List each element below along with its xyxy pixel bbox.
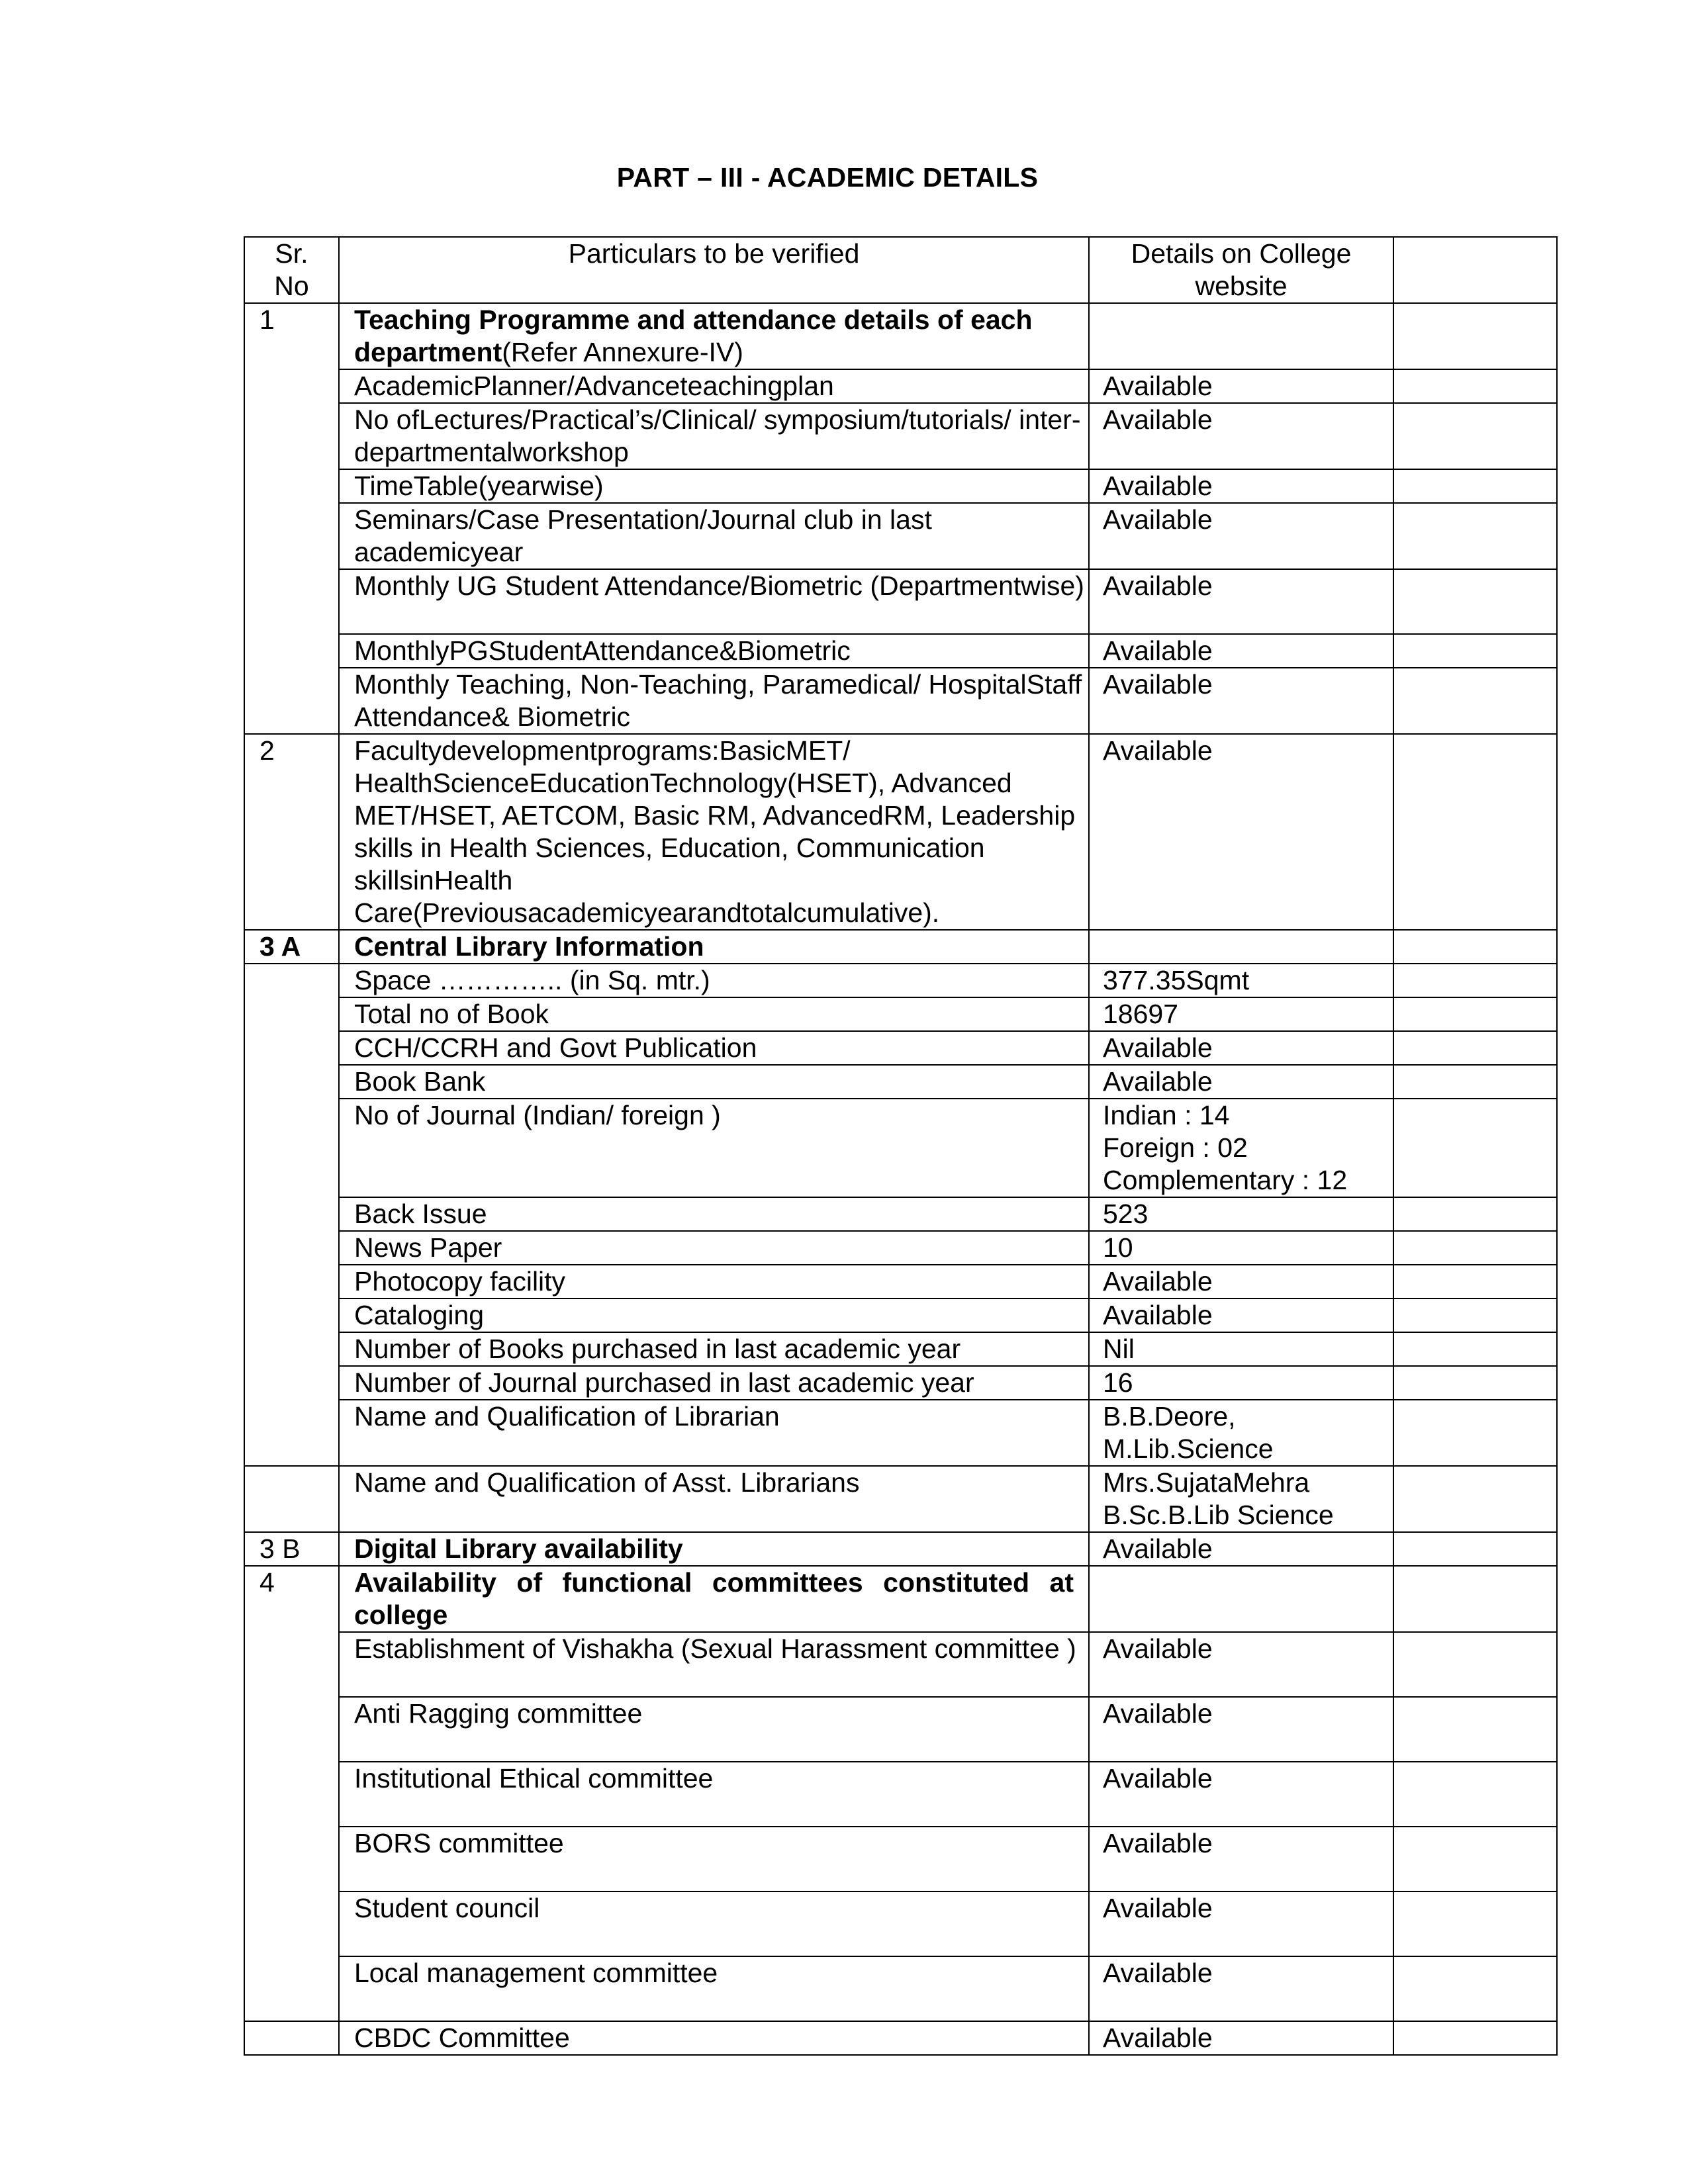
extra-cell: [1393, 1566, 1557, 1632]
particulars-cell: CCH/CCRH and Govt Publication: [339, 1031, 1089, 1065]
sr-cell: [244, 668, 339, 734]
sr-cell: [244, 1632, 339, 1697]
table-row: [244, 1366, 1557, 1400]
table-row: [244, 369, 1557, 403]
table-row: [244, 1265, 1557, 1298]
particulars-bold: Teaching Programme and attendance details of each department: [354, 304, 1033, 367]
particulars-cell: News Paper: [339, 1231, 1089, 1265]
sr-cell: [244, 1298, 339, 1332]
particulars-cell: Student council: [339, 1891, 1089, 1956]
sr-cell: [244, 1065, 339, 1099]
extra-cell: [1393, 734, 1557, 930]
particulars-cell: [339, 303, 1089, 369]
detail-cell: Available: [1089, 569, 1393, 634]
sr-cell: 3 B: [244, 1532, 339, 1566]
particulars-cell: BORS committee: [339, 1827, 1089, 1891]
extra-cell: [1393, 997, 1557, 1031]
detail-cell: 16: [1089, 1366, 1393, 1400]
table-row: [244, 1466, 1557, 1532]
sr-cell: [244, 1332, 339, 1366]
particulars-cell: Central Library Information: [339, 930, 1089, 964]
sr-cell: [244, 1265, 339, 1298]
detail-cell: Available: [1089, 1632, 1393, 1697]
extra-cell: [1393, 469, 1557, 503]
table-row: [244, 1400, 1557, 1466]
extra-cell: [1393, 1366, 1557, 1400]
particulars-cell: Total no of Book: [339, 997, 1089, 1031]
detail-cell: Mrs.SujataMehra B.Sc.B.Lib Science: [1089, 1466, 1393, 1532]
detail-cell: Available: [1089, 369, 1393, 403]
particulars-cell: Monthly UG Student Attendance/Biometric (Departmentwise): [339, 569, 1089, 634]
sr-cell: [244, 1956, 339, 2021]
committees-heading-line: [354, 1567, 1074, 1631]
sr-cell: [244, 997, 339, 1031]
particulars-cell: Seminars/Case Presentation/Journal club in last academicyear: [339, 503, 1089, 569]
sr-cell: [244, 1697, 339, 1762]
sr-cell: 2: [244, 734, 339, 930]
sr-cell: [244, 964, 339, 997]
extra-cell: [1393, 1099, 1557, 1197]
table-row: [244, 1332, 1557, 1366]
extra-cell: [1393, 634, 1557, 668]
extra-cell: [1393, 503, 1557, 569]
particulars-cell: AcademicPlanner/Advanceteachingplan: [339, 369, 1089, 403]
detail-cell: [1089, 930, 1393, 964]
extra-cell: [1393, 1762, 1557, 1827]
detail-cell: Available: [1089, 503, 1393, 569]
particulars-cell: [339, 1566, 1089, 1632]
particulars-cell: Back Issue: [339, 1197, 1089, 1231]
detail-cell: Available: [1089, 1265, 1393, 1298]
detail-cell: Available: [1089, 1532, 1393, 1566]
extra-cell: [1393, 2021, 1557, 2055]
detail-cell: Available: [1089, 1031, 1393, 1065]
detail-cell: Available: [1089, 1827, 1393, 1891]
table-row: [244, 668, 1557, 734]
extra-cell: [1393, 1332, 1557, 1366]
detail-cell: Nil: [1089, 1332, 1393, 1366]
table-row: [244, 1956, 1557, 2021]
table-row: [244, 634, 1557, 668]
particulars-cell: Facultydevelopmentprograms:BasicMET/ HealthScienceEducationTechnology(HSET), Advanced MET/HSET, AETCOM, Basic RM, AdvancedRM, Leadership skills in Health Sciences, Education, Communication skillsinHealth Care(Previousacademicyearandtotalcumulative).: [339, 734, 1089, 930]
detail-cell: Available: [1089, 734, 1393, 930]
particulars-cell: Number of Books purchased in last academic year: [339, 1332, 1089, 1366]
table-row: [244, 1697, 1557, 1762]
sr-cell: [244, 1466, 339, 1532]
table-row: [244, 1197, 1557, 1231]
table-row: [244, 569, 1557, 634]
header-sr-no: Sr. No: [244, 237, 339, 303]
detail-cell: Available: [1089, 1298, 1393, 1332]
table-row: [244, 1827, 1557, 1891]
particulars-cell: Photocopy facility: [339, 1265, 1089, 1298]
table-row: [244, 303, 1557, 369]
sr-cell: [244, 503, 339, 569]
detail-cell: Indian : 14 Foreign : 02 Complementary : 12: [1089, 1099, 1393, 1197]
detail-cell: 18697: [1089, 997, 1393, 1031]
extra-cell: [1393, 303, 1557, 369]
sr-cell: 3 A: [244, 930, 339, 964]
extra-cell: [1393, 1956, 1557, 2021]
detail-cell: [1089, 303, 1393, 369]
sr-cell: [244, 1197, 339, 1231]
table-row: [244, 734, 1557, 930]
extra-cell: [1393, 1197, 1557, 1231]
table-header-row: [244, 237, 1557, 303]
detail-cell: Available: [1089, 668, 1393, 734]
table-row: [244, 997, 1557, 1031]
header-extra: [1393, 237, 1557, 303]
extra-cell: [1393, 1298, 1557, 1332]
detail-cell: Available: [1089, 1697, 1393, 1762]
extra-cell: [1393, 1065, 1557, 1099]
extra-cell: [1393, 1466, 1557, 1532]
extra-cell: [1393, 1632, 1557, 1697]
particulars-text: (Refer Annexure-IV): [502, 337, 743, 367]
particulars-cell: TimeTable(yearwise): [339, 469, 1089, 503]
extra-cell: [1393, 964, 1557, 997]
detail-cell: Available: [1089, 634, 1393, 668]
particulars-cell: Name and Qualification of Librarian: [339, 1400, 1089, 1466]
sr-cell: [244, 569, 339, 634]
detail-cell: Available: [1089, 1891, 1393, 1956]
particulars-cell: Book Bank: [339, 1065, 1089, 1099]
detail-cell: Available: [1089, 1956, 1393, 2021]
detail-cell: 377.35Sqmt: [1089, 964, 1393, 997]
detail-cell: 10: [1089, 1231, 1393, 1265]
particulars-cell: Anti Ragging committee: [339, 1697, 1089, 1762]
sr-cell: [244, 1099, 339, 1197]
table-row: [244, 930, 1557, 964]
extra-cell: [1393, 1400, 1557, 1466]
table-row: [244, 1891, 1557, 1956]
table-row: [244, 469, 1557, 503]
header-particulars: Particulars to be verified: [339, 237, 1089, 303]
sr-cell: [244, 1400, 339, 1466]
page-title: PART – III - ACADEMIC DETAILS: [616, 162, 1039, 193]
table-row: [244, 1231, 1557, 1265]
detail-cell: Available: [1089, 469, 1393, 503]
extra-cell: [1393, 403, 1557, 469]
particulars-cell: Monthly Teaching, Non-Teaching, Paramedical/ HospitalStaff Attendance& Biometric: [339, 668, 1089, 734]
sr-cell: [244, 1762, 339, 1827]
sr-cell: [244, 1366, 339, 1400]
extra-cell: [1393, 1891, 1557, 1956]
sr-cell: [244, 1827, 339, 1891]
extra-cell: [1393, 1265, 1557, 1298]
particulars-cell: Cataloging: [339, 1298, 1089, 1332]
particulars-cell: Establishment of Vishakha (Sexual Harassment committee ): [339, 1632, 1089, 1697]
table-row: [244, 1632, 1557, 1697]
detail-cell: [1089, 1566, 1393, 1632]
table-row: [244, 1031, 1557, 1065]
particulars-cell: MonthlyPGStudentAttendance&Biometric: [339, 634, 1089, 668]
detail-cell: Available: [1089, 2021, 1393, 2055]
extra-cell: [1393, 668, 1557, 734]
particulars-cell: Local management committee: [339, 1956, 1089, 2021]
detail-cell: B.B.Deore, M.Lib.Science: [1089, 1400, 1393, 1466]
particulars-cell: No of Journal (Indian/ foreign ): [339, 1099, 1089, 1197]
detail-cell: Available: [1089, 1762, 1393, 1827]
table-row: [244, 503, 1557, 569]
particulars-cell: Name and Qualification of Asst. Librarians: [339, 1466, 1089, 1532]
particulars-cell: No ofLectures/Practical’s/Clinical/ symposium/tutorials/ inter-departmentalworkshop: [339, 403, 1089, 469]
header-details: Details on College website: [1089, 237, 1393, 303]
table-row: [244, 1298, 1557, 1332]
detail-cell: 523: [1089, 1197, 1393, 1231]
sr-cell: 4: [244, 1566, 339, 1632]
table-row: [244, 1532, 1557, 1566]
table-row: [244, 1762, 1557, 1827]
detail-cell: Available: [1089, 1065, 1393, 1099]
table-row: [244, 1566, 1557, 1632]
extra-cell: [1393, 1231, 1557, 1265]
table-row: [244, 2021, 1557, 2055]
extra-cell: [1393, 1697, 1557, 1762]
sr-cell: [244, 469, 339, 503]
extra-cell: [1393, 930, 1557, 964]
table-row: [244, 1099, 1557, 1197]
particulars-cell: CBDC Committee: [339, 2021, 1089, 2055]
sr-cell: [244, 1891, 339, 1956]
table-row: [244, 403, 1557, 469]
table-row: [244, 964, 1557, 997]
particulars-cell: Number of Journal purchased in last academic year: [339, 1366, 1089, 1400]
sr-cell: [244, 403, 339, 469]
extra-cell: [1393, 1031, 1557, 1065]
extra-cell: [1393, 569, 1557, 634]
sr-cell: [244, 1031, 339, 1065]
extra-cell: [1393, 1827, 1557, 1891]
sr-cell: [244, 2021, 339, 2055]
sr-cell: [244, 1231, 339, 1265]
detail-cell: Available: [1089, 403, 1393, 469]
extra-cell: [1393, 369, 1557, 403]
particulars-cell: Institutional Ethical committee: [339, 1762, 1089, 1827]
sr-cell: 1: [244, 303, 339, 369]
sr-cell: [244, 369, 339, 403]
particulars-cell: Digital Library availability: [339, 1532, 1089, 1566]
table-row: [244, 1065, 1557, 1099]
committees-heading: Availability of functional committees constituted at college: [354, 1567, 1074, 1630]
academic-details-table: [244, 236, 1558, 2056]
particulars-cell: Space ………….. (in Sq. mtr.): [339, 964, 1089, 997]
extra-cell: [1393, 1532, 1557, 1566]
sr-cell: [244, 634, 339, 668]
